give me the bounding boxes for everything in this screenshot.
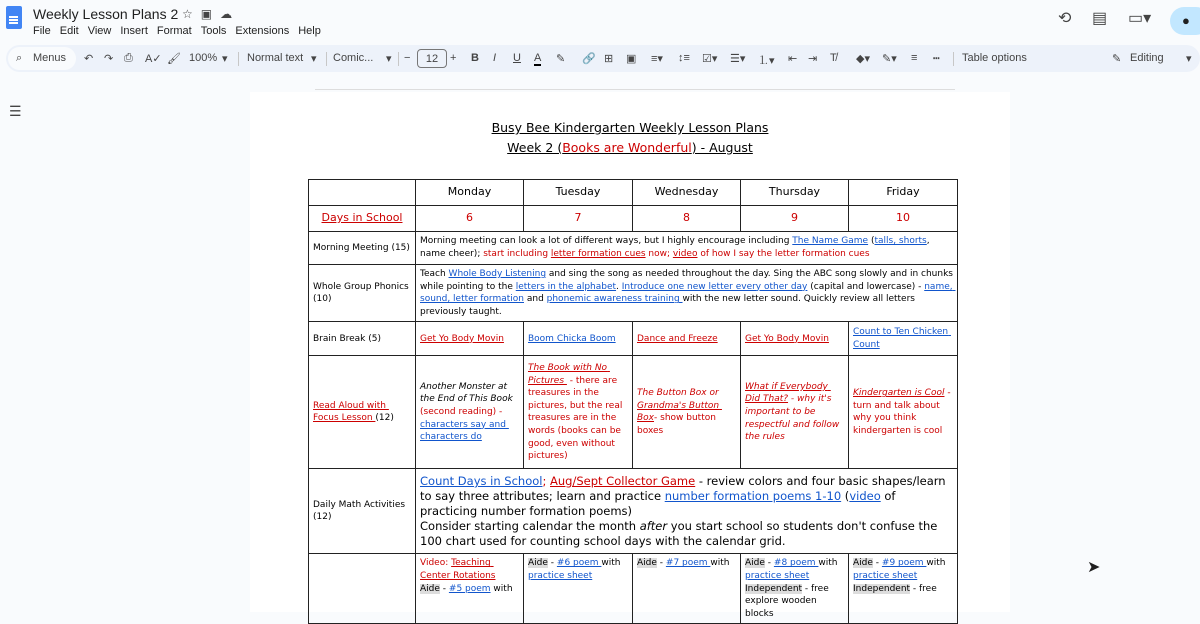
link[interactable]: Count to Ten Chicken Count	[853, 327, 951, 350]
text-run: .	[616, 281, 622, 292]
header-row	[309, 180, 958, 206]
redo-icon[interactable]: ↷	[104, 53, 114, 65]
add-comment-icon[interactable]: ⊞	[604, 53, 614, 65]
row-label[interactable]	[309, 469, 416, 554]
text-run: Video:	[420, 558, 452, 569]
text-run: Morning meeting can look a lot of different ways, but I highly encourage including	[420, 236, 793, 247]
bulleted-list-icon[interactable]: ☰▾	[730, 53, 746, 65]
link[interactable]: letters in the alphabet	[515, 281, 617, 292]
undo-icon[interactable]: ↶	[84, 53, 94, 65]
menu-format[interactable]: Format	[156, 25, 192, 37]
link[interactable]: #5 poem	[448, 583, 491, 594]
text-run: - review colors and four basic shapes/learn to say three attributes; learn and practice	[420, 473, 950, 503]
table-options-button[interactable]: Table options	[962, 52, 1027, 64]
text-run: of how I say the letter formation cues	[697, 249, 870, 259]
link[interactable]: practice sheet	[745, 570, 810, 581]
link[interactable]: The Book with No Pictures	[528, 363, 610, 386]
text-run: ;	[542, 473, 551, 488]
activity-cell[interactable]	[416, 265, 958, 322]
text-run: -	[656, 558, 666, 569]
link[interactable]: phonemic awareness training	[546, 294, 683, 305]
link[interactable]: video	[849, 488, 881, 503]
text-run: after	[639, 518, 668, 533]
text-run: Morning Meeting (15)	[313, 242, 410, 253]
text-run: - free	[910, 583, 937, 594]
day-number[interactable]: 10	[849, 206, 958, 232]
decrease-indent-icon[interactable]: ⇤	[788, 53, 798, 65]
menu-view[interactable]: View	[87, 25, 112, 37]
text-run: with the new letter sound. Quickly review all letters previously taught.	[420, 294, 918, 317]
day-header[interactable]: Thursday	[741, 180, 849, 206]
text-run: Aide	[745, 558, 765, 569]
empty-cell[interactable]	[309, 180, 416, 206]
decrease-font-size-button[interactable]: −	[404, 52, 411, 64]
link[interactable]: #7 poem	[665, 558, 711, 569]
style-select[interactable]: Normal text	[247, 52, 304, 64]
menu-help[interactable]: Help	[298, 25, 321, 37]
row-label[interactable]	[309, 206, 416, 232]
day-number[interactable]: 8	[633, 206, 741, 232]
text-run: Aide	[637, 558, 657, 569]
text-run: you start school so students don't confuse the 100 chart used for counting school days with the calendar grid.	[420, 518, 942, 548]
link[interactable]: video	[672, 249, 698, 259]
highlight-icon[interactable]: ✎	[556, 53, 566, 65]
meet-icon[interactable]: ▭▾	[1128, 10, 1152, 27]
link[interactable]: Aug/Sept Collector Game	[550, 473, 696, 488]
border-width-icon[interactable]: ≡	[911, 52, 918, 64]
align-icon[interactable]: ≡▾	[651, 53, 663, 65]
activity-cell[interactable]	[849, 554, 958, 624]
version-history-icon[interactable]: ⟲	[1058, 10, 1072, 27]
menu-bar	[33, 25, 321, 37]
editing-mode-select[interactable]: Editing	[1130, 52, 1164, 64]
globe-icon: ●	[1182, 13, 1190, 28]
link[interactable]: Get Yo Body Movin	[745, 333, 829, 344]
chevron-down-icon: ▾	[311, 53, 317, 65]
day-header[interactable]: Monday	[416, 180, 524, 206]
search-menus-label: Menus	[33, 52, 67, 64]
activity-cell[interactable]	[416, 232, 958, 265]
link[interactable]: #6 poem	[556, 558, 602, 569]
bold-button[interactable]: B	[471, 52, 479, 64]
insert-image-icon[interactable]: ▣	[626, 53, 637, 65]
text-run: -	[764, 558, 774, 569]
toolbar	[6, 45, 1200, 72]
text-run: (capital and lowercase) -	[807, 281, 925, 292]
activity-cell[interactable]	[633, 322, 741, 356]
text-run: Another Monster at the End of This Book	[420, 381, 513, 405]
text-run: - there are treasures in the pictures, but the real treasures are in the words (books can be good, even without pictures)	[528, 375, 626, 462]
text-run: (	[841, 488, 850, 503]
text-run: - show button boxes	[637, 413, 719, 436]
text-run: Aide	[420, 583, 440, 594]
day-number[interactable]: 6	[416, 206, 524, 232]
table-row	[309, 265, 958, 322]
day-header[interactable]: Friday	[849, 180, 958, 206]
activity-cell[interactable]	[416, 322, 524, 356]
text-run: The Button Box or	[637, 388, 722, 399]
text-color-button[interactable]: A	[534, 52, 542, 64]
link[interactable]: Read Aloud with Focus Lesson	[313, 400, 389, 424]
menu-file[interactable]: File	[33, 25, 51, 37]
link[interactable]: number formation poems 1-10	[664, 488, 842, 503]
text-run: Daily Math Activities (12)	[313, 499, 408, 523]
text-run: (12)	[375, 413, 394, 424]
row-label[interactable]	[309, 265, 416, 322]
text-run: with	[490, 583, 513, 594]
text-run: Week 2 (	[507, 140, 563, 155]
text-run: Aide	[528, 558, 548, 569]
activity-cell[interactable]	[849, 322, 958, 356]
table-row	[309, 322, 958, 356]
zoom-select[interactable]: 100%	[189, 52, 218, 64]
text-run: Independent	[745, 583, 803, 594]
menu-edit[interactable]: Edit	[59, 25, 79, 37]
link[interactable]: Dance and Freeze	[637, 333, 718, 344]
link[interactable]: characters say and characters do	[420, 419, 509, 443]
clear-formatting-icon[interactable]: T̸	[830, 52, 837, 64]
share-button[interactable]	[1170, 7, 1200, 35]
title-bar	[0, 0, 1200, 42]
link[interactable]: Get Yo Body Movin	[420, 333, 504, 344]
text-run: -	[547, 558, 557, 569]
table-row	[309, 356, 958, 469]
text-run: Whole Group Phonics (10)	[313, 281, 412, 305]
line-spacing-icon[interactable]: ↕≡	[678, 52, 690, 64]
mouse-cursor: ➤	[1087, 559, 1101, 576]
chevron-down-icon: ▾	[386, 53, 392, 65]
document-page[interactable]	[250, 92, 1010, 619]
activity-cell[interactable]	[741, 356, 849, 469]
link-icon[interactable]: 🔗	[582, 53, 596, 65]
text-run: with	[818, 558, 841, 569]
text-run: Books are Wonderful	[562, 140, 692, 155]
text-run: with	[601, 558, 624, 569]
pencil-icon: ✎	[1112, 53, 1122, 65]
menu-insert[interactable]: Insert	[120, 25, 148, 37]
spellcheck-icon[interactable]: A✓	[145, 53, 162, 65]
star-icon[interactable]: ☆	[182, 7, 201, 21]
link[interactable]: Count Days in School	[420, 473, 543, 488]
menu-extensions[interactable]: Extensions	[235, 25, 290, 37]
link[interactable]: #8 poem	[773, 558, 819, 569]
activity-cell[interactable]	[416, 469, 958, 554]
link[interactable]: Grandma's Button Box	[637, 400, 722, 424]
text-run: Aide	[853, 558, 873, 569]
border-color-icon[interactable]: ✎▾	[882, 53, 897, 65]
days-in-school-link[interactable]: Days in School	[321, 211, 403, 225]
text-run: , name cheer);	[420, 236, 933, 259]
link[interactable]: Boom Chicka Boom	[528, 333, 616, 344]
move-folder-icon[interactable]: ▣	[200, 7, 221, 21]
link[interactable]: letter formation cues	[550, 249, 646, 259]
text-run: with	[710, 558, 730, 569]
text-run: of practicing number formation poems) Consider starting calendar the month	[420, 488, 896, 533]
link[interactable]: Teaching Center Rotations	[420, 558, 496, 581]
heading-week	[250, 140, 1010, 155]
text-run: Teach	[420, 269, 449, 279]
checklist-icon[interactable]: ☑▾	[702, 53, 718, 65]
paint-format-icon[interactable]: 🖌	[167, 53, 181, 65]
activity-cell[interactable]	[741, 322, 849, 356]
activity-cell[interactable]	[524, 554, 633, 624]
activity-cell[interactable]	[633, 356, 741, 469]
chevron-down-icon: ▾	[222, 53, 228, 65]
text-run: (second reading) -	[420, 394, 516, 418]
row-label[interactable]	[309, 232, 416, 265]
search-icon: ⌕	[16, 52, 23, 64]
text-run: now;	[645, 249, 673, 259]
day-number[interactable]: 9	[741, 206, 849, 232]
text-run: (	[868, 236, 875, 247]
text-run: with	[926, 558, 949, 569]
link[interactable]: What if Everybody Did That?	[745, 381, 831, 405]
link[interactable]: Introduce one new letter every other day	[621, 281, 808, 292]
chevron-down-icon: ▾	[1186, 53, 1192, 65]
document-outline-icon[interactable]: ☰	[9, 103, 22, 119]
text-run: - turn and talk about why you think kindergarten is cool	[853, 388, 954, 436]
link[interactable]: Kindergarten is Cool	[853, 388, 945, 399]
day-number[interactable]: 7	[524, 206, 633, 232]
activity-cell[interactable]	[741, 554, 849, 624]
activity-cell[interactable]	[416, 356, 524, 469]
link[interactable]: name, sound, letter formation	[420, 281, 956, 305]
border-dash-icon[interactable]: ┅	[933, 53, 940, 65]
row-label[interactable]	[309, 554, 416, 624]
link[interactable]: talls, shorts	[874, 236, 927, 247]
days-in-school-row	[309, 206, 958, 232]
table-row	[309, 232, 958, 265]
row-label[interactable]	[309, 322, 416, 356]
day-header[interactable]: Tuesday	[524, 180, 633, 206]
text-run: -	[439, 583, 449, 594]
numbered-list-icon[interactable]: ⒈▾	[758, 55, 775, 67]
text-run: - why it's important to be respectful and follow the rules	[745, 394, 843, 443]
link[interactable]: practice sheet	[853, 570, 918, 581]
underline-button[interactable]: U	[513, 52, 521, 64]
table-row	[309, 554, 958, 624]
increase-font-size-button[interactable]: +	[450, 52, 457, 64]
heading-title: Busy Bee Kindergarten Weekly Lesson Plans	[491, 120, 769, 135]
link[interactable]: #9 poem	[881, 558, 927, 569]
italic-button[interactable]: I	[493, 52, 497, 64]
docs-logo-icon[interactable]	[6, 6, 22, 29]
link[interactable]: The Name Game	[792, 236, 869, 247]
row-label[interactable]	[309, 356, 416, 469]
activity-cell[interactable]	[633, 554, 741, 624]
document-title[interactable]: Weekly Lesson Plans 2	[33, 6, 179, 22]
table-row	[309, 469, 958, 554]
text-run: Independent	[853, 583, 911, 594]
text-run: and sing the song as needed throughout the day. Sing the ABC song slowly and in chunks while pointing to the	[420, 269, 956, 292]
comments-icon[interactable]: ▤	[1092, 10, 1108, 27]
menu-tools[interactable]: Tools	[200, 25, 227, 37]
day-header[interactable]: Wednesday	[633, 180, 741, 206]
activity-cell[interactable]	[524, 356, 633, 469]
ruler[interactable]	[315, 80, 955, 90]
link[interactable]: practice sheet	[528, 570, 593, 581]
font-size-input[interactable]: 12	[417, 49, 447, 68]
activity-cell[interactable]	[849, 356, 958, 469]
print-icon[interactable]: ⎙	[124, 52, 133, 64]
activity-cell[interactable]	[416, 554, 524, 624]
cell-fill-icon[interactable]: ◆▾	[856, 53, 870, 65]
font-select[interactable]: Comic...	[333, 52, 374, 64]
activity-cell[interactable]	[524, 322, 633, 356]
text-run: - free explore wooden blocks	[745, 583, 832, 619]
lesson-plan-table	[308, 179, 958, 624]
increase-indent-icon[interactable]: ⇥	[808, 53, 818, 65]
text-run: ) - August	[691, 140, 753, 155]
text-run: Brain Break (5)	[313, 333, 382, 344]
text-run: start including	[483, 249, 551, 259]
link[interactable]: Whole Body Listening	[448, 269, 547, 279]
text-run: -	[872, 558, 882, 569]
cloud-status-icon[interactable]: ☁	[220, 7, 241, 21]
text-run: and	[523, 294, 547, 305]
